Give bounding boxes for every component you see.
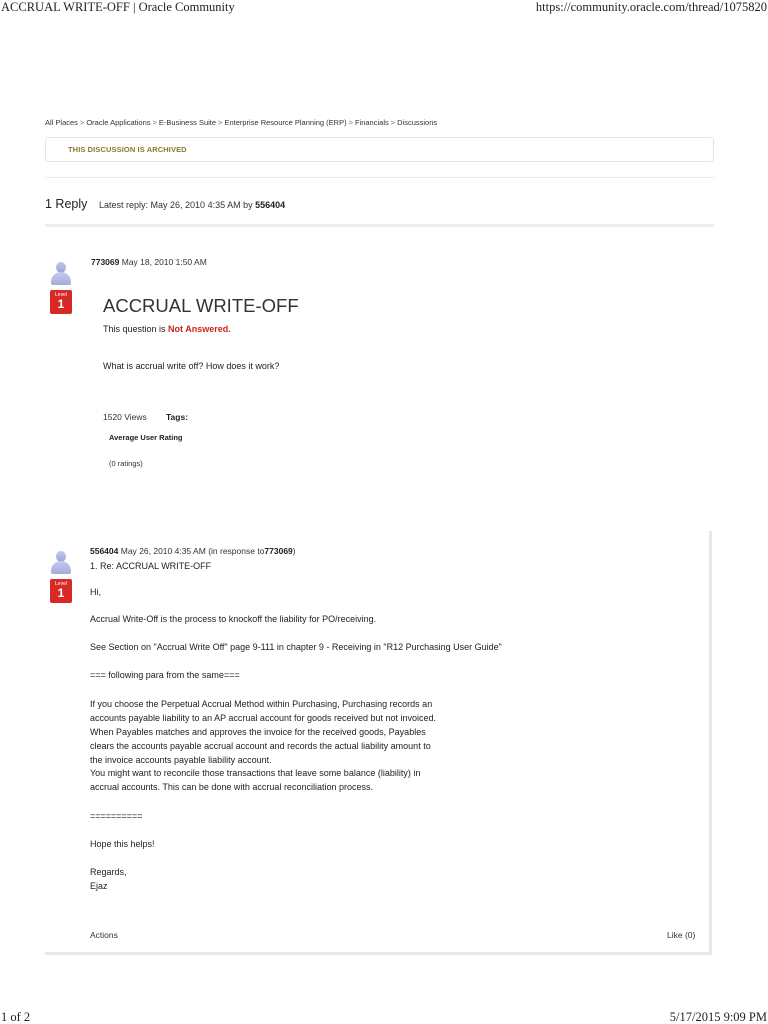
reply-body-line: ========== bbox=[90, 811, 143, 821]
reply-body-line: When Payables matches and approves the invoice for the received goods, Payables bbox=[90, 727, 426, 737]
level-badge-label: Level bbox=[55, 292, 67, 298]
reply-body-line: If you choose the Perpetual Accrual Method within Purchasing, Purchasing records an bbox=[90, 699, 433, 709]
reply-body-line: Hi, bbox=[90, 587, 101, 597]
question-body: What is accrual write off? How does it work? bbox=[103, 361, 280, 371]
like-button[interactable]: Like (0) bbox=[667, 930, 696, 940]
breadcrumb-separator: > bbox=[79, 118, 85, 127]
reply-in-response-suffix: ) bbox=[292, 546, 296, 556]
reply-body-line: accounts payable liability to an AP accrual account for goods received but not invoiced. bbox=[90, 713, 437, 723]
reply-in-response-user[interactable]: 773069 bbox=[264, 546, 293, 556]
reply-title: 1. Re: ACCRUAL WRITE-OFF bbox=[90, 561, 212, 571]
breadcrumb-item-all-places[interactable]: All Places bbox=[45, 118, 78, 127]
breadcrumb-separator: > bbox=[218, 118, 223, 127]
question-date: May 18, 2010 1:50 AM bbox=[121, 257, 207, 267]
divider bbox=[45, 177, 714, 178]
latest-reply-info bbox=[99, 200, 285, 210]
level-badge-icon bbox=[50, 290, 72, 314]
reply-body-line: clears the accounts payable accrual account and records the actual liability amount to bbox=[90, 741, 431, 751]
print-header-url: https://community.oracle.com/thread/1075820 bbox=[535, 0, 767, 14]
question-views: 1520 Views bbox=[103, 412, 147, 422]
divider bbox=[45, 224, 714, 227]
level-badge-number: 1 bbox=[57, 586, 65, 600]
level-badge-number: 1 bbox=[57, 297, 65, 311]
print-footer-datetime: 5/17/2015 9:09 PM bbox=[669, 1010, 767, 1024]
reply-body-line: Ejaz bbox=[90, 881, 108, 891]
question-status-value: Not Answered. bbox=[168, 324, 231, 334]
question-status-prefix: This question is bbox=[103, 324, 166, 334]
reply-body-line: You might want to reconcile those transactions that leave some balance (liability) in bbox=[90, 768, 421, 778]
reply-body-line: See Section on "Accrual Write Off" page 9-111 in chapter 9 - Receiving in "R12 Purchasing User Guide" bbox=[90, 642, 502, 652]
latest-reply-text: Latest reply: May 26, 2010 4:35 AM by bbox=[99, 200, 253, 210]
reply-body-line: the invoice accounts payable liability account. bbox=[90, 755, 272, 765]
archived-notice-box bbox=[45, 137, 714, 162]
tags-label: Tags: bbox=[166, 412, 189, 422]
breadcrumb-separator: > bbox=[348, 118, 353, 127]
breadcrumb-item-discussions[interactable]: Discussions bbox=[397, 118, 438, 127]
reply-in-response-prefix: (in response to bbox=[208, 546, 265, 556]
breadcrumb-item-oracle-applications[interactable]: Oracle Applications bbox=[86, 118, 151, 127]
question-author[interactable]: 773069 bbox=[91, 257, 120, 267]
reply-border-bottom bbox=[45, 952, 712, 955]
print-footer-page: 1 of 2 bbox=[1, 1010, 31, 1024]
reply-border-right bbox=[709, 531, 712, 955]
print-header-title: ACCRUAL WRITE-OFF | Oracle Community bbox=[1, 0, 235, 14]
breadcrumb-item-e-business-suite[interactable]: E-Business Suite bbox=[158, 118, 217, 127]
reply-date: May 26, 2010 4:35 AM bbox=[120, 546, 206, 556]
question-status bbox=[103, 324, 231, 334]
reply-meta bbox=[90, 546, 296, 556]
reply-count: 1 Reply bbox=[45, 197, 88, 211]
question-title: ACCRUAL WRITE-OFF bbox=[103, 295, 299, 316]
level-badge-label: Level bbox=[55, 581, 67, 587]
reply-body-line: === following para from the same=== bbox=[90, 670, 240, 680]
reply-author[interactable]: 556404 bbox=[90, 546, 119, 556]
level-badge-icon bbox=[50, 579, 72, 603]
breadcrumb-separator: > bbox=[390, 118, 396, 127]
average-rating-label: Average User Rating bbox=[109, 433, 183, 442]
archived-notice-text: THIS DISCUSSION IS ARCHIVED bbox=[68, 145, 187, 154]
user-avatar-icon[interactable] bbox=[50, 262, 72, 286]
breadcrumb-item-erp[interactable]: Enterprise Resource Planning (ERP) bbox=[224, 118, 347, 127]
latest-reply-user[interactable]: 556404 bbox=[255, 200, 286, 210]
breadcrumb bbox=[45, 118, 437, 127]
reply-body-line: Regards, bbox=[90, 867, 127, 877]
reply-body-line: accrual accounts. This can be done with accrual reconciliation process. bbox=[90, 782, 373, 792]
ratings-count: (0 ratings) bbox=[109, 459, 143, 468]
actions-link[interactable]: Actions bbox=[90, 930, 118, 940]
reply-body-line: Accrual Write-Off is the process to knockoff the liability for PO/receiving. bbox=[90, 614, 377, 624]
breadcrumb-separator: > bbox=[152, 118, 157, 127]
reply-body-line: Hope this helps! bbox=[90, 839, 155, 849]
question-meta bbox=[91, 257, 207, 267]
user-avatar-icon[interactable] bbox=[50, 551, 72, 575]
breadcrumb-item-financials[interactable]: Financials bbox=[354, 118, 389, 127]
